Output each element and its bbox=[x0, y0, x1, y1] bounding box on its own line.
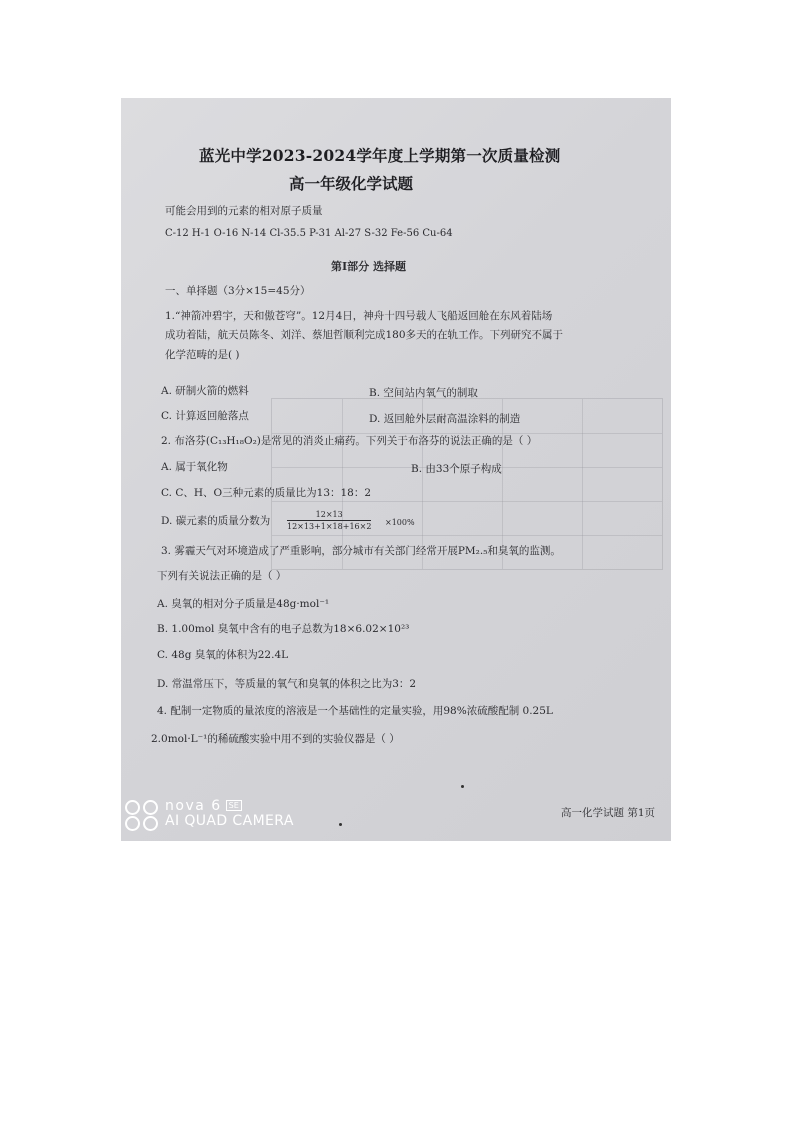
q1-option-d: D. 返回舱外层耐高温涂料的制造 bbox=[369, 413, 521, 425]
camera-model-badge: SE bbox=[226, 800, 242, 811]
q2-option-b: B. 由33个原子构成 bbox=[411, 463, 502, 475]
q1-option-c: C. 计算返回舱落点 bbox=[161, 410, 249, 422]
q4-stem-line2: 2.0mol·L⁻¹的稀硫酸实验中用不到的实验仪器是（ ） bbox=[151, 733, 400, 745]
camera-model-name: nova 6 bbox=[165, 798, 222, 814]
q4-stem-line1: 4. 配制一定物质的量浓度的溶液是一个基础性的定量实验，用98%浓硫酸配制 0.25L bbox=[157, 705, 553, 717]
camera-tagline: AI QUAD CAMERA bbox=[165, 813, 294, 829]
q3-stem-line1: 3. 雾霾天气对环境造成了严重影响，部分城市有关部门经常开展PM₂.₅和臭氧的监测。 bbox=[161, 545, 561, 557]
stray-dot bbox=[461, 785, 464, 788]
q3-option-b: B. 1.00mol 臭氧中含有的电子总数为18×6.02×10²³ bbox=[157, 623, 410, 635]
q1-option-b: B. 空间站内氧气的制取 bbox=[369, 387, 478, 399]
q2-stem: 2. 布洛芬(C₁₃H₁₈O₂)是常见的消炎止痛药。下列关于布洛芬的说法正确的是（ ） bbox=[161, 435, 538, 447]
q3-stem-line2: 下列有关说法正确的是（ ） bbox=[157, 570, 287, 582]
exam-subtitle: 高一年级化学试题 bbox=[289, 174, 414, 193]
q2-option-c: C. C、H、O三种元素的质量比为13：18：2 bbox=[161, 487, 372, 499]
q3-option-a: A. 臭氧的相对分子质量是48g·mol⁻¹ bbox=[157, 598, 330, 610]
stray-dot bbox=[339, 823, 342, 826]
q3-option-c: C. 48g 臭氧的体积为22.4L bbox=[157, 649, 289, 661]
q2-option-a: A. 属于氧化物 bbox=[161, 461, 228, 473]
q1-stem-line3: 化学范畴的是( ) bbox=[165, 349, 240, 361]
section-heading: 一、单择题（3分×15=45分） bbox=[165, 285, 311, 297]
atomic-mass-list: C-12 H-1 O-16 N-14 Cl-35.5 P-31 Al-27 S-32 Fe-56 Cu-64 bbox=[165, 228, 453, 239]
q2-fraction bbox=[287, 510, 371, 531]
q3-option-d: D. 常温常压下，等质量的氧气和臭氧的体积之比为3：2 bbox=[157, 678, 417, 690]
atomic-mass-intro: 可能会用到的元素的相对原子质量 bbox=[165, 205, 323, 217]
exam-title: 蓝光中学2023-2024学年度上学期第一次质量检测 bbox=[199, 146, 561, 165]
q1-stem-line1: 1.“神箭冲碧宇，天和傲苍穹”。12月4日，神舟十四号载人飞船返回舱在东风着陆场 bbox=[165, 310, 553, 322]
q1-stem-line2: 成功着陆，航天员陈冬、刘洋、蔡旭哲顺利完成180多天的在轨工作。下列研究不属于 bbox=[165, 329, 564, 341]
q2-fraction-numerator: 12×13 bbox=[287, 510, 371, 521]
part-heading: 第Ⅰ部分 选择题 bbox=[331, 260, 406, 273]
q2-fraction-suffix: ×100% bbox=[385, 518, 415, 527]
q1-option-a: A. 研制火箭的燃料 bbox=[161, 385, 249, 397]
q2-option-d: D. 碳元素的质量分数为 bbox=[161, 515, 271, 527]
q2-fraction-denominator: 12×13+1×18+16×2 bbox=[287, 522, 372, 531]
quad-camera-icon bbox=[125, 800, 159, 830]
page-footer: 高一化学试题 第1页 bbox=[561, 807, 656, 819]
camera-model bbox=[165, 798, 242, 814]
exam-photo bbox=[121, 98, 671, 841]
